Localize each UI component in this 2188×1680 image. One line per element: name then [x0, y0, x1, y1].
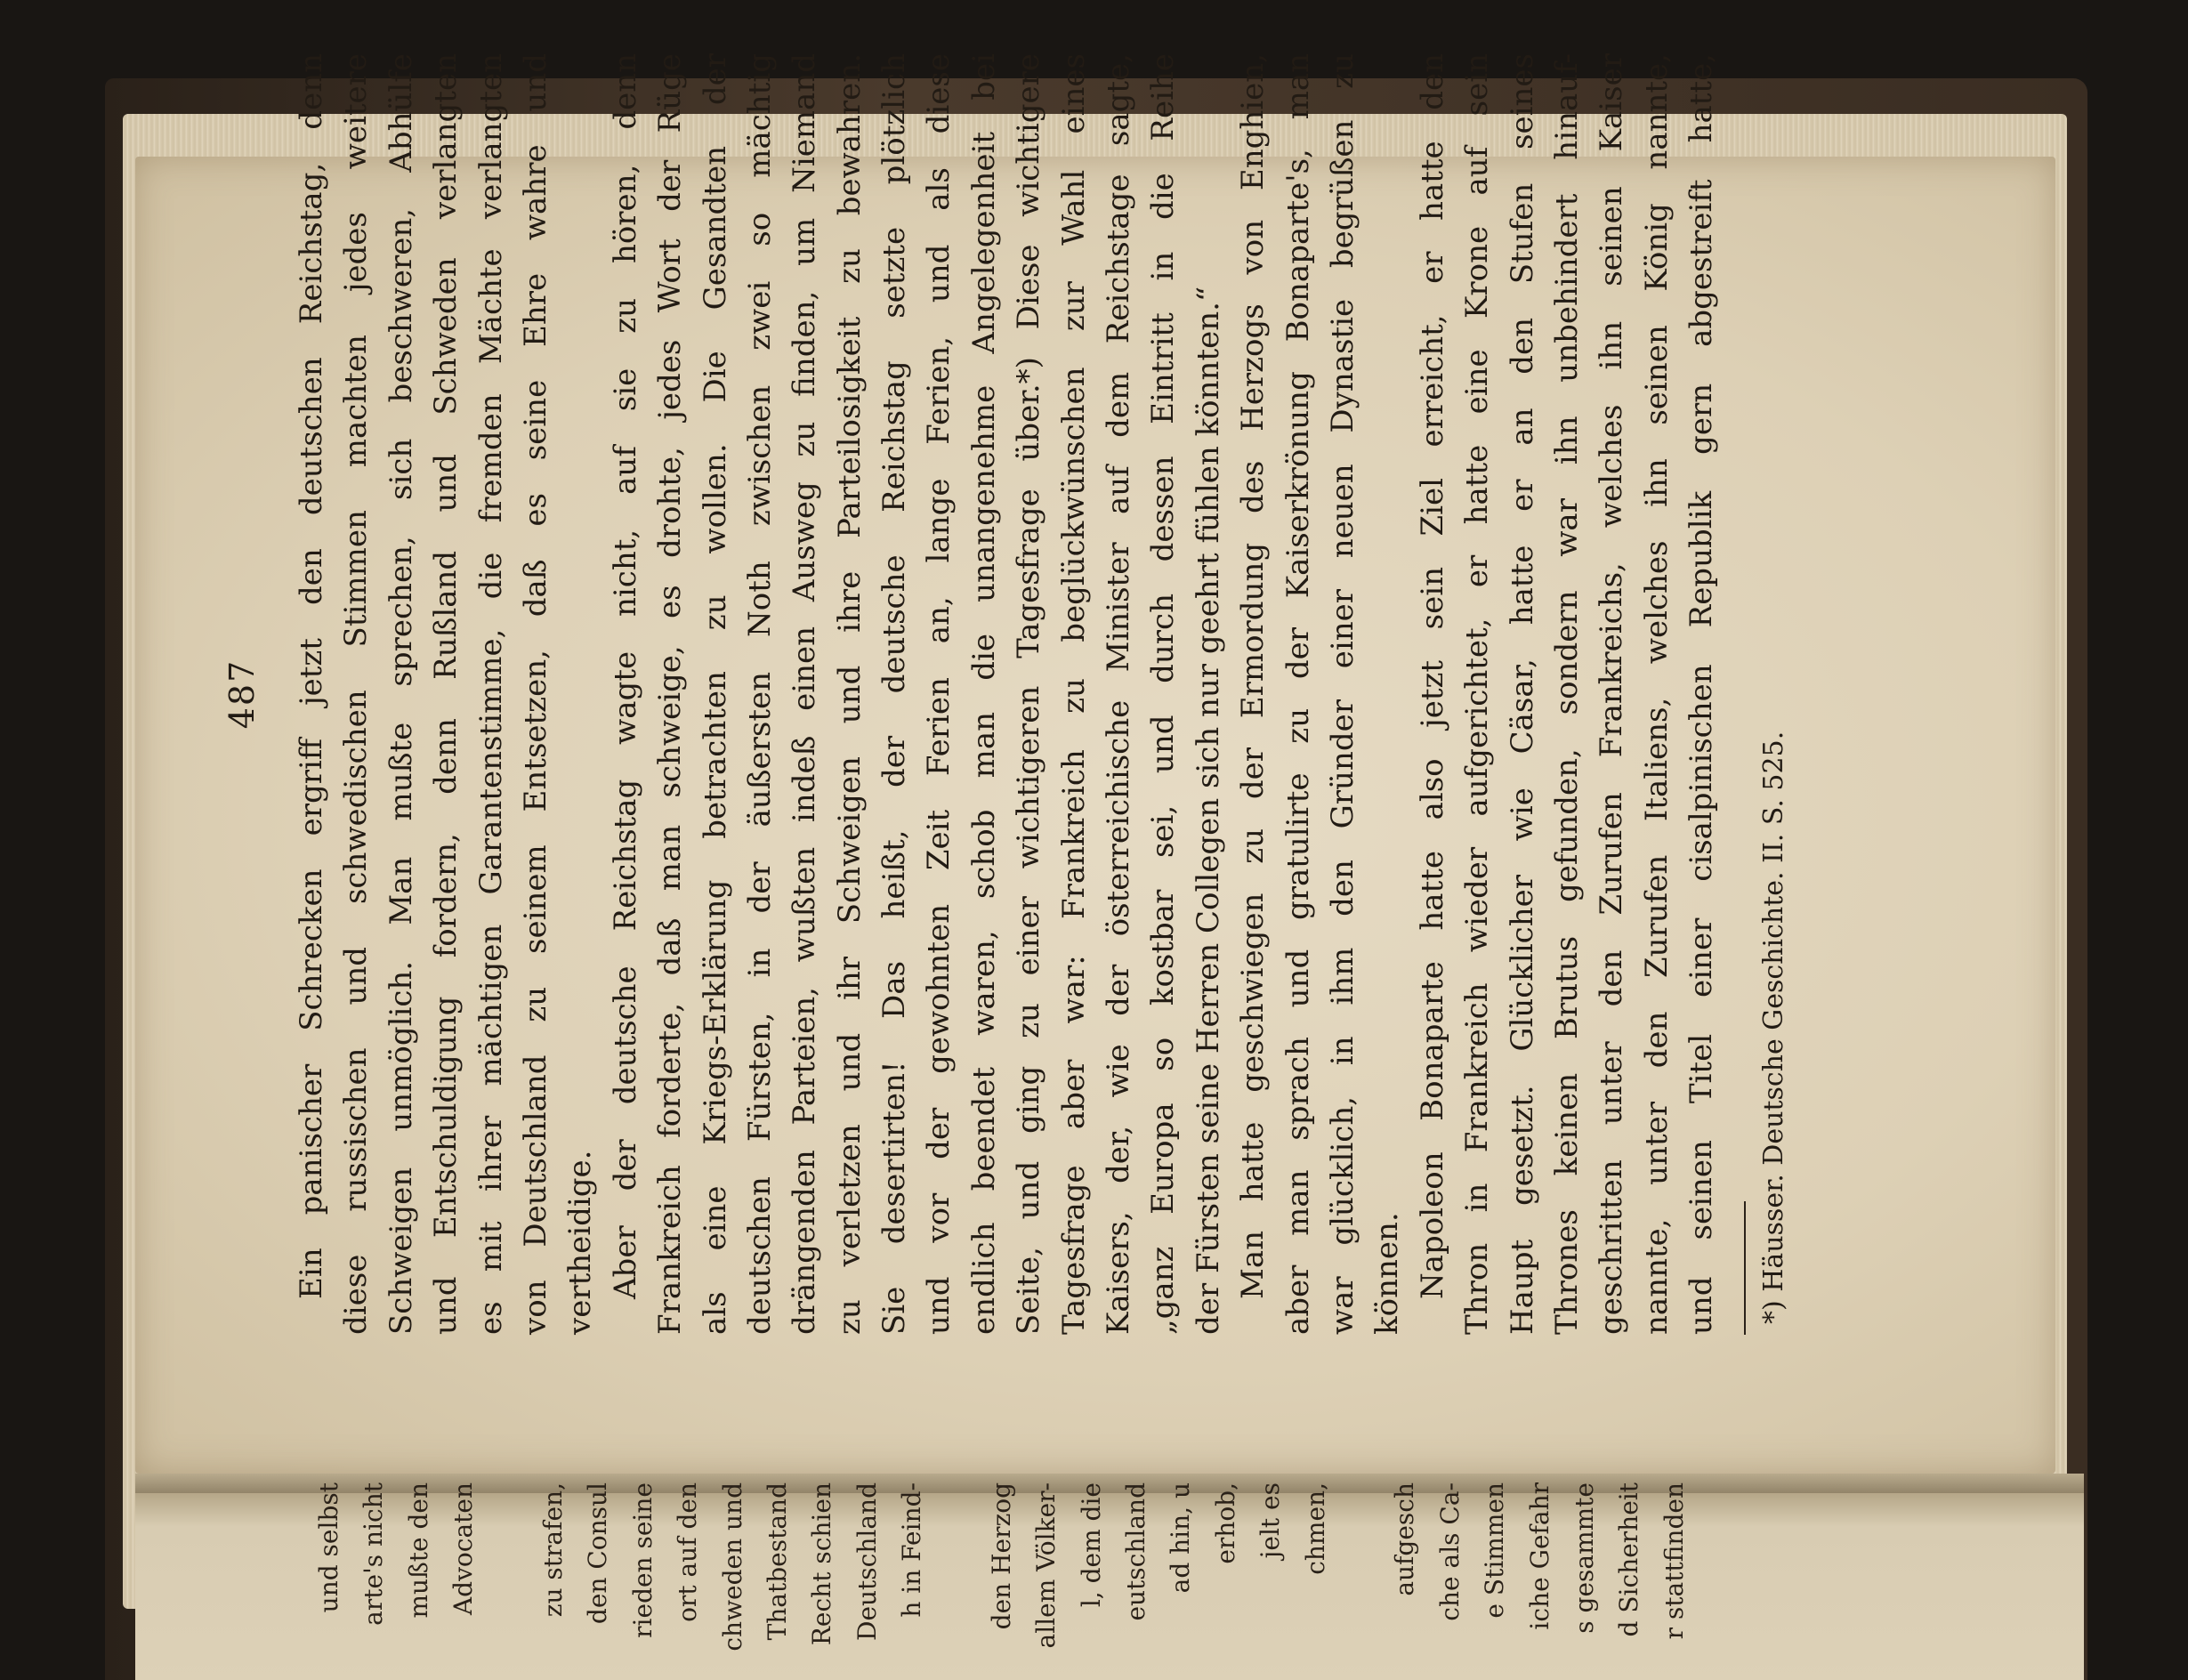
- text-line: deutschen Fürsten, in der äußersten Noth zwischen zwei so mächtig: [741, 53, 778, 1335]
- text-line: es mit ihrer mächtigen Garantenstimme, die fremden Mächte verlangten: [472, 53, 509, 1335]
- text-line: diese russischen und schwedischen Stimmen machten jedes weitere: [338, 53, 375, 1335]
- text-line: und Entschuldigung fordern, denn Rußland und Schweden verlangten: [428, 53, 464, 1335]
- left-page-line: ad hin, u: [1166, 1482, 1196, 1594]
- left-page-line: [934, 1477, 979, 1673]
- left-page-line: allem Völker-: [1031, 1482, 1062, 1649]
- text-line: geschritten unter den Zurufen Frankreichs, welches ihn seinen Kaiser: [1594, 53, 1630, 1335]
- left-page-line: d Sicherheit: [1614, 1482, 1644, 1637]
- left-page-line: [487, 1477, 531, 1673]
- left-page-line: che als Ca-: [1434, 1482, 1465, 1621]
- footnote: *) Häusser. Deutsche Geschichte. II. S. 525.: [1757, 731, 1789, 1324]
- page-number: 487: [222, 658, 262, 730]
- left-page-line: und selbst: [314, 1482, 343, 1613]
- left-page-line: den Consul: [583, 1482, 613, 1625]
- text-line: Schweigen unmöglich. Man mußte sprechen, sich beschweren, Abhülfe: [383, 53, 419, 1335]
- text-line: Ein panischer Schrecken ergriff jetzt den deutschen Reichstag, denn: [294, 53, 329, 1299]
- text-line: nannte, unter den Zurufen Italiens, welches ihn seinen König nannte,: [1638, 53, 1675, 1335]
- left-page-line: den Herzog: [986, 1482, 1016, 1630]
- left-page-line: chmen,: [1300, 1482, 1330, 1575]
- text-line: Haupt gesetzt. Glücklicher wie Cäsar, hatte er an den Stufen seines: [1504, 53, 1540, 1335]
- text-line: und vor der gewohnten Zeit Ferien an, lange Ferien, und als diese: [921, 53, 957, 1335]
- left-page-line: e Stimmen: [1480, 1482, 1510, 1619]
- left-page-line: mußte den: [403, 1482, 433, 1619]
- text-line: Frankreich forderte, daß man schweige, es drohte, jedes Wort der Rüge: [652, 53, 689, 1335]
- left-page-line: r stattfinden: [1659, 1482, 1689, 1640]
- left-page-line: arte's nicht: [359, 1482, 389, 1626]
- left-page-text: [307, 1477, 1820, 1673]
- text-line: Tagesfrage aber war: Frankreich zu beglückwünschen zur Wahl eines: [1055, 53, 1092, 1335]
- left-page-line: rieden seine: [627, 1482, 658, 1638]
- left-page-line: Deutschland: [852, 1482, 882, 1641]
- text-line: Thrones keinen Brutus gefunden, sondern war ihn unbehindert hinauf-: [1548, 53, 1585, 1335]
- left-page-line: Advocaten: [448, 1482, 479, 1616]
- text-line: endlich beendet waren, schob man die unangenehme Angelegenheit bei: [965, 53, 1002, 1335]
- left-page-line: l, dem die: [1076, 1482, 1106, 1608]
- left-page-line: ort auf den: [673, 1482, 703, 1622]
- footnote-rule: [1744, 1201, 1746, 1335]
- left-page-line: jelt es: [1255, 1482, 1286, 1559]
- left-page-line: aufgesch: [1390, 1482, 1420, 1596]
- left-page-line: eutschland: [1121, 1482, 1151, 1621]
- text-line: Napoleon Bonaparte hatte also jetzt sein Ziel erreicht, er hatte den: [1414, 53, 1450, 1299]
- text-line: „ganz Europa so kostbar sei, und durch dessen Eintritt in die Reihe: [1145, 53, 1182, 1335]
- text-line: drängenden Parteien, wußten indeß einen Ausweg zu finden, um Niemand: [787, 53, 823, 1335]
- left-page-line: s gesammte: [1569, 1482, 1599, 1634]
- left-page-line: zu strafen,: [537, 1482, 568, 1618]
- page-text-block: [222, 53, 1802, 1335]
- left-page-line: Thatbestand: [762, 1482, 792, 1641]
- text-line: Thron in Frankreich wieder aufgerichtet, er hatte eine Krone auf sein: [1459, 53, 1496, 1335]
- text-line: Man hatte geschwiegen zu der Ermordung des Herzogs von Enghien,: [1235, 53, 1272, 1299]
- text-line: war glücklich, in ihm den Gründer einer neuen Dynastie begrüßen zu: [1324, 53, 1360, 1335]
- left-page-line: chweden und: [717, 1482, 747, 1652]
- text-line: vertheidige.: [562, 1150, 599, 1335]
- text-line: aber man sprach und gratulirte zu der Kaiserkrönung Bonaparte's, man: [1280, 53, 1316, 1335]
- text-line: Kaisers, der, wie der österreichische Minister auf dem Reichstage sagte,: [1101, 53, 1137, 1335]
- left-page-line: Recht schien: [807, 1482, 837, 1646]
- text-line: können.: [1369, 1212, 1406, 1335]
- text-line: Seite, und ging zu einer wichtigeren Tagesfrage über.*) Diese wichtigere: [1011, 53, 1047, 1335]
- body-text: [289, 53, 1724, 1335]
- text-line: von Deutschland zu seinem Entsetzen, daß es seine Ehre wahre und: [517, 53, 553, 1335]
- text-line: Sie desertirten! Das heißt, der deutsche Reichstag setzte plötzlich: [876, 53, 913, 1335]
- text-line: als eine Kriegs-Erklärung betrachten zu wollen. Die Gesandten der: [697, 53, 733, 1335]
- left-page-line: iche Gefahr: [1524, 1482, 1554, 1630]
- left-page-line: erhob,: [1210, 1482, 1240, 1564]
- text-line: Aber der deutsche Reichstag wagte nicht, auf sie zu hören, denn: [607, 53, 643, 1299]
- left-page-line: [1338, 1477, 1383, 1673]
- text-line: und seinen Titel einer cisalpinischen Republik gern abgestreift hatte,: [1683, 53, 1720, 1335]
- left-page-line: h in Feind-: [897, 1482, 927, 1618]
- text-line: zu verletzen und ihr Schweigen und ihre Parteilosigkeit zu bewahren.: [831, 53, 868, 1335]
- text-line: der Fürsten seine Herren Collegen sich nur geehrt fühlen könnten.“: [1190, 286, 1226, 1335]
